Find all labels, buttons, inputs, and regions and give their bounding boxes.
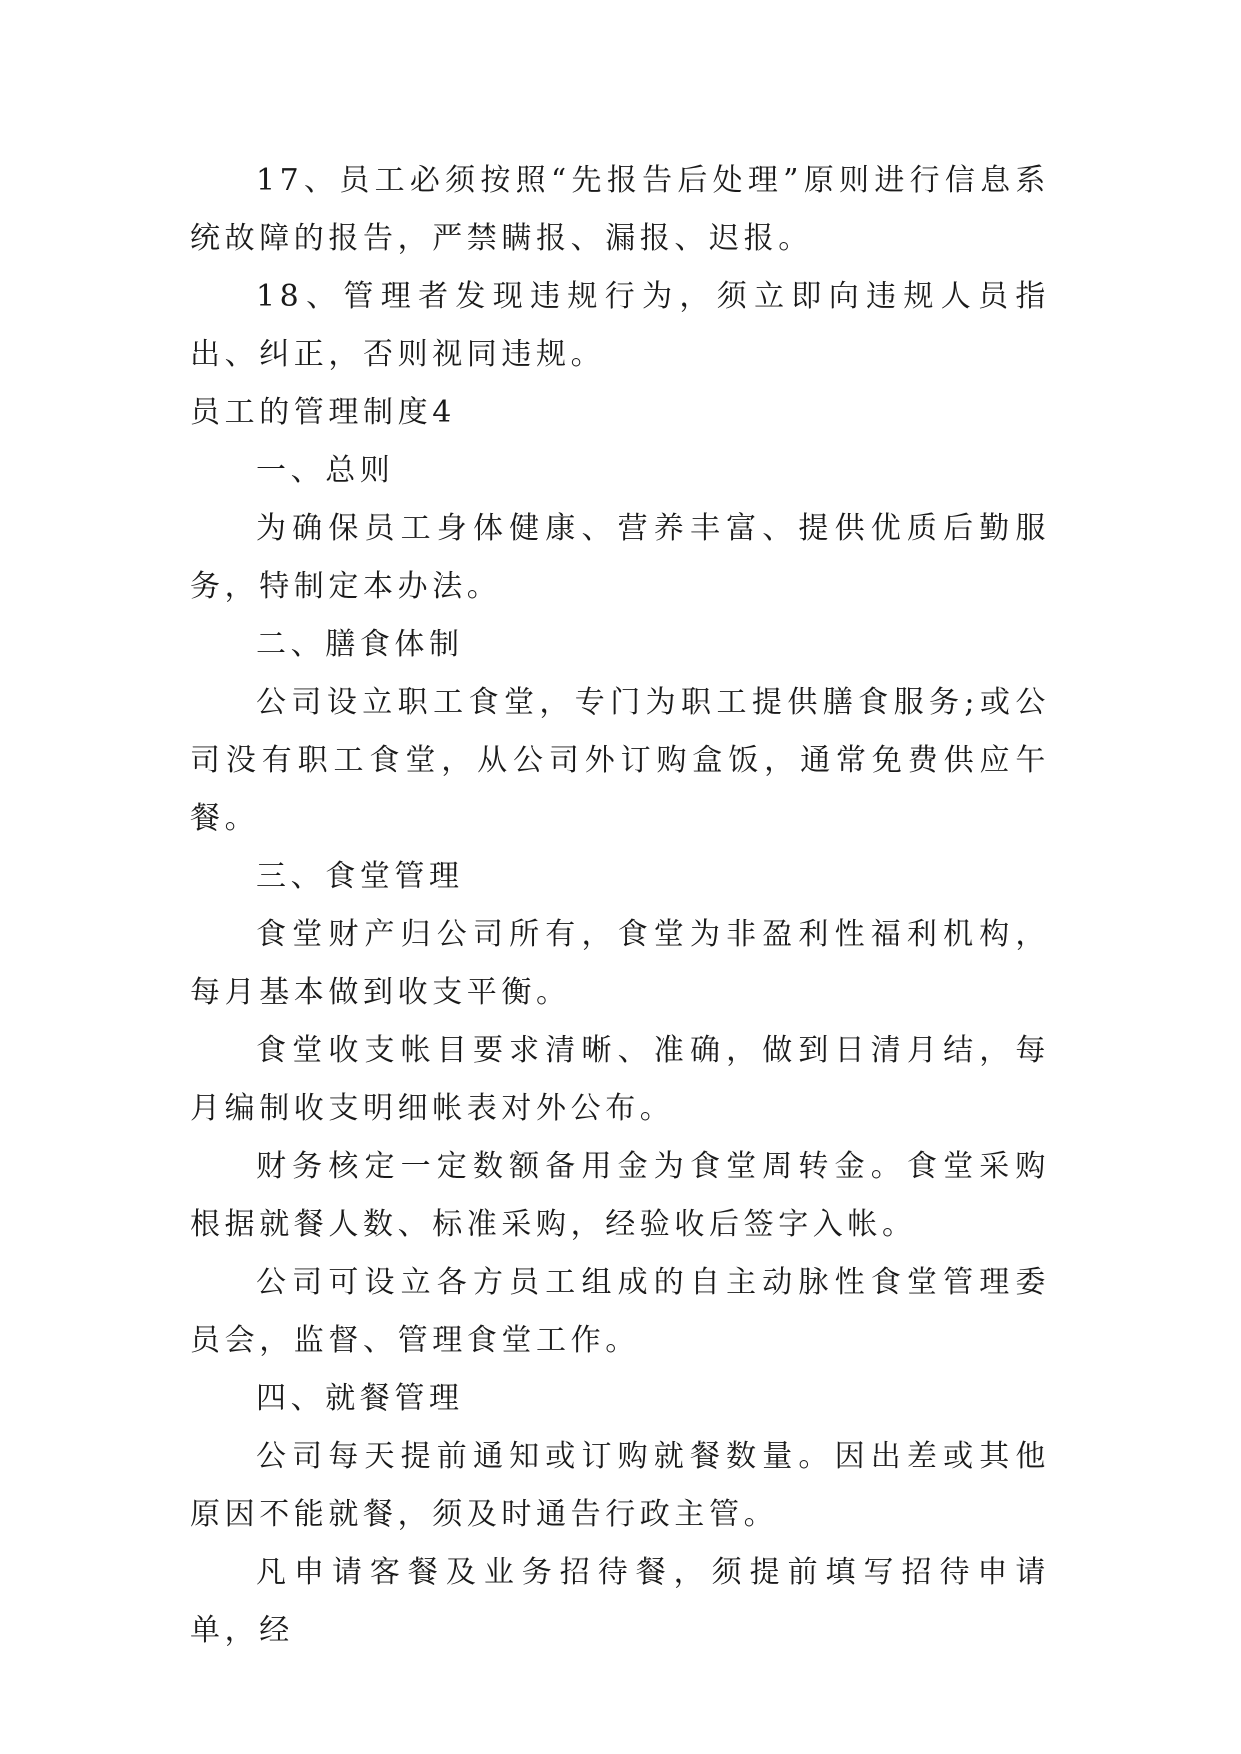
paragraph-canteen-accounts: 食堂收支帐目要求清晰、准确，做到日清月结，每月编制收支明细帐表对外公布。 [190,1033,1050,1126]
paragraph-item-17: 17、员工必须按照“先报告后处理”原则进行信息系统故障的报告，严禁瞒报、漏报、迟报。 [190,163,1050,256]
paragraph-dining-notice: 公司每天提前通知或订购就餐数量。因出差或其他原因不能就餐，须及时通告行政主管。 [190,1439,1050,1532]
paragraph-meal-system: 公司设立职工食堂，专门为职工提供膳食服务;或公司没有职工食堂，从公司外订购盒饭，通常免费供应午餐。 [190,685,1050,836]
document-section-title: 员工的管理制度4 [190,395,456,430]
paragraph-canteen-funds: 财务核定一定数额备用金为食堂周转金。食堂采购根据就餐人数、标准采购，经验收后签字入帐。 [190,1149,1050,1242]
document-body [190,152,1050,1660]
paragraph-purpose: 为确保员工身体健康、营养丰富、提供优质后勤服务，特制定本办法。 [190,511,1050,604]
section-heading-dining-management: 四、就餐管理 [256,1381,464,1416]
paragraph-guest-meals: 凡申请客餐及业务招待餐，须提前填写招待申请单，经 [190,1555,1050,1648]
paragraph-canteen-property: 食堂财产归公司所有，食堂为非盈利性福利机构，每月基本做到收支平衡。 [190,917,1050,1010]
section-heading-general: 一、总则 [256,453,395,488]
section-heading-meal-system: 二、膳食体制 [256,627,464,662]
section-heading-canteen-management: 三、食堂管理 [256,859,464,894]
paragraph-item-18: 18、管理者发现违规行为，须立即向违规人员指出、纠正，否则视同违规。 [190,279,1050,372]
paragraph-canteen-committee: 公司可设立各方员工组成的自主动脉性食堂管理委员会，监督、管理食堂工作。 [190,1265,1050,1358]
